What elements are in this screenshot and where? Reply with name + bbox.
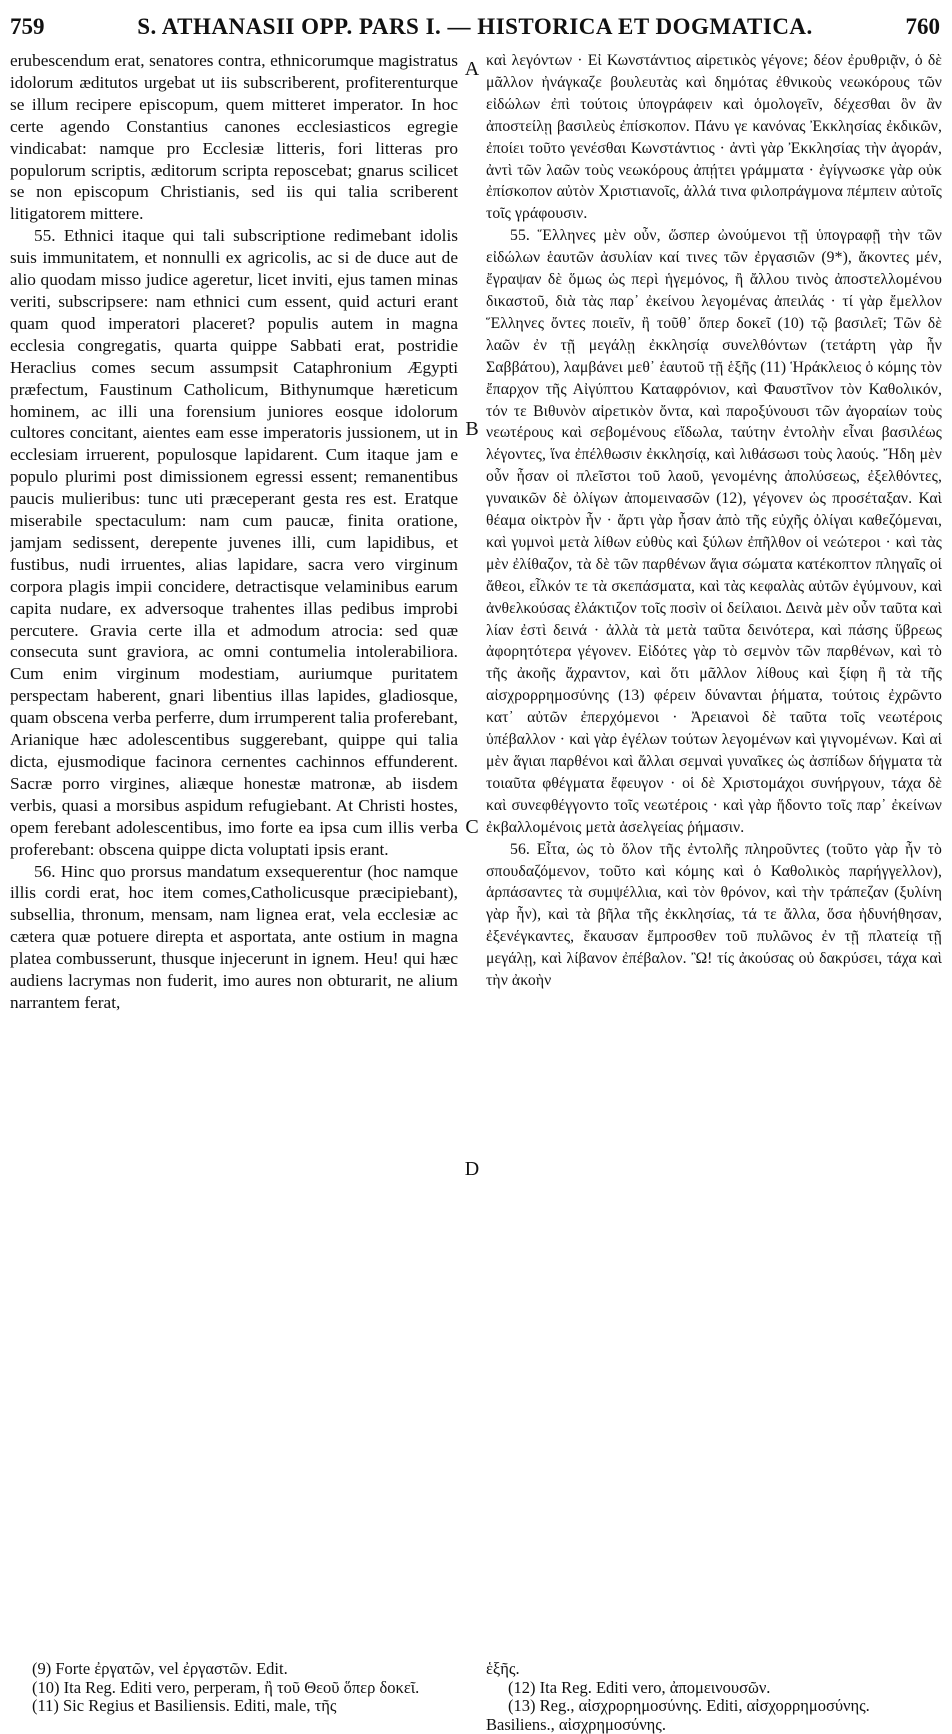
footnote-11-continuation: ἑξῆς. [486,1659,520,1678]
latin-column [10,50,458,1605]
greek-column [486,50,942,1605]
footnote-12: (12) Ita Reg. Editi vero, ἀπομεινουσῶν. [508,1677,771,1697]
footnotes-left [10,1660,458,1716]
margin-letter-a: A [464,58,480,80]
footnote-9: (9) Forte ἐργατῶν, vel ἐργαστῶν. Edit. [32,1659,288,1678]
running-header [10,14,940,46]
latin-paragraph-55: 55. Ethnici itaque qui tali subscriptione redimebant idolis suis immunitatem, et nonnulli ex agricolis, ac si de duce aut de alio quodam misso judice ageretur, licet inviti, ejus tamen minas veriti, subscripsere: nam ethnici cum essent, quid acturi erant quam quod imperatori placeret? populis autem in magna ecclesia congregatis, quarta quippe Sabbati erat, postridie Heraclius comes secum assumpsit Cataphronium Ægypti præfectum, Faustinum Catholicum, Bithynumque hæreticum hominem, ac illi una forensium juniores eosque idolorum cultores concitant, aientes eam esse imperatoris jussionem, ut in ecclesiam irruerent, populosque lapidarent. Cum itaque jam e populo plurimi post dimissionem egressi essent; remanentibus paucis mulieribus: tunc uti præceperant gesta res est. Eratque miserabile spectaculum: nam cum paucæ, finita oratione, jamjam sedissent, derepente juvenes illi, cum lapidibus, et fustibus, nudi irruentes, alias lapidare, sacra vero virginum corpora plagis impii concidere, detractisque velaminibus earum capita nudare, ex adversoque trahentes illas pedibus improbi percutere. Gravia certe illa et admodum atrocia: sed quæ consecuta sunt graviora, ac omni contumelia intolerabiliora. Cum enim virginum modestiam, auriumque puritatem perspectam haberent, gnari libentius illas lapides, gladiosque, quam obscena verba perferre, dum irrumperent talia proferebant, Arianique hæc adolescentibus suggerebant, quippe qui talia dicta, ejusmodique facinora cernentes cachinnos effunderent. Sacræ porro virgines, aliæque honestæ matronæ, ab iisdem verbis, quasi a morsibus aspidum refugiebant. At Christi hostes, opem ferebant adolescentibus, imo forte ea ipsa cum illis verba proferebant: obscena quippe dicta voluptati ipsis erant. [10,226,458,859]
latin-paragraph-1: erubescendum erat, senatores contra, ethnicorumque magistratus idolorum æditutos urgebat ut iis subscriberent, profiterenturque se illum recipere episcopum, quem mitteret imperator. In hoc certe agendo Constantius canones ecclesiasticos egregie vindicabat: namque pro Ecclesiæ litteris, fori litteras pro populorum scriptis, æditorum scripta reposcebat; gnarus scilicet se non episcopum Christianis, sed iis qui talia scriberent litigatorem mittere. [10,51,458,224]
page-number-left: 759 [10,14,45,39]
latin-paragraph-56: 56. Hinc quo prorsus mandatum exsequerentur (hoc namque illis cordi erat, hoc item comes,Catholicusque præcipiebant), subsellia, thronum, mensam, nam lignea erat, vela ecclesiæ ac cætera quæ potuere direpta et asportata, ante ostium in magna platea combusserunt, thusque injecerunt in ignem. Heu! qui hæc audiens lacrymas non fuderit, imo aures non obturarit, ne alium narrantem ferat, [10,861,458,1012]
margin-letter-b: B [465,418,479,440]
footnote-11: (11) Sic Regius et Basiliensis. Editi, male, τῆς [32,1696,337,1716]
margin-letter-c: C [465,816,479,838]
footnote-10: (10) Ita Reg. Editi vero, perperam, ἢ τοῦ Θεοῦ ὅπερ δοκεῖ. [32,1677,420,1697]
greek-paragraph-55: 55. Ἕλληνες μὲν οὖν, ὥσπερ ὠνούμενοι τῇ ὑπογραφῇ τὴν τῶν εἰδώλων ἑαυτῶν ἀσυλίαν καί τινες τῶν ἐργασιῶν (9*), ἄκοντες μέν, ἔγραψαν δὲ ὅμως ὡς περὶ ἡγεμόνος, ἢ ἄλλου τινὸς ἀποστελλομένου δικαστοῦ, διὰ τὰς παρ᾽ ἐκείνου λεγομένας ἀπειλάς · τί γὰρ ἔμελλον Ἕλληνες ὄντες ποιεῖν, ἢ τοῦθ᾽ ὅπερ δοκεῖ (10) τῷ βασιλεῖ; Τῶν δὲ λαῶν ἐν τῇ μεγάλῃ ἐκκλησίᾳ συνελθόντων (τετάρτη γὰρ ἦν Σαββάτου), λαμβάνει μεθ᾽ ἑαυτοῦ τῇ ἑξῆς (11) Ἡράκλειος ὁ κόμης τὸν ἔπαρχον τῆς Αἰγύπτου Καταφρόνιον, καὶ Φαυστῖνον τὸν Καθολικόν, τόν τε Βιθυνὸν αἱρετικὸν ὄντα, καὶ παροξύνουσι τῶν ἀγοραίων τοὺς νεωτέρους καὶ σεβομένους εἴδωλα, ταύτην ἐντολὴν εἶναι βασιλέως λέγοντες, ἵνα ἐπέλθωσιν ἐκκλησίᾳ, καὶ λιθάσωσι τοὺς λαούς. Ἤδη μὲν οὖν ἦσαν οἱ πλεῖστοι τοῦ λαοῦ, γενομένης ἀπολύσεως, ἐξελθόντες, γυναικῶν δὲ ὀλίγων ἀπομεινασῶν (12), γέγονεν ὡς προσέταξαν. Καὶ θέαμα οἰκτρὸν ἦν · ἄρτι γὰρ ἦσαν ἀπὸ τῆς εὐχῆς ὀλίγαι καθεζόμεναι, καὶ γυμνοὶ μετὰ λίθων εὐθὺς καὶ ξύλων ἐπῆλθον οἱ νεώτεροι · καὶ τὰς μὲν ἐλίθαζον, τὰ δὲ τῶν παρθένων ἅγια σώματα κατέκοπτον πληγαῖς οἱ ἄθεοι, εἷλκόν τε τὰ σκεπάσματα, καὶ τὰς κεφαλὰς αὐτῶν ἐγύμνουν, καὶ ἀνθελκούσας ἐλάκτιζον τοῖς ποσὶν οἱ δείλαιοι. Δεινὰ μὲν οὖν ταῦτα καὶ λίαν ἐστὶ δεινά · ἀλλὰ τὰ μετὰ ταῦτα δεινότερα, καὶ πάσης ὕβρεως ἀφορητότερα γέγονεν. Εἰδότες γὰρ τὸ σεμνὸν τῶν παρθένων, καὶ τὸ τῆς ἀκοῆς ἄχραντον, καὶ ὅτι μᾶλλον λίθους καὶ ξίφη ἢ τὰ τῆς αἰσχρορρημοσύνης (13) φέρειν δύνανται ῥήματα, τούτοις ἐχρῶντο κατ᾽ αὐτῶν ἐπερχόμενοι · Ἀρειανοὶ δὲ ταῦτα τοῖς νεωτέροις ὑπέβαλλον · καὶ γὰρ ἐγέλων τούτων λεγομένων καὶ γιγνομένων. Καὶ αἱ μὲν ἅγιαι παρθένοι καὶ ἄλλαι σεμναὶ γυναῖκες ὡς ἀσπίδων δήγματα τὰ τοιαῦτα φθέγματα ἔφευγον · οἱ δὲ Χριστομάχοι συνήργουν, τάχα δὲ καὶ συνεφθέγγοντο τοῖς νεωτέροις · καὶ γὰρ ἥδοντο τοῖς παρ᾽ ἐκείνων ἐκβαλλομένοις μετὰ ἀσελγείας ῥήμασιν. [486,227,942,836]
footnotes-right [486,1660,942,1734]
greek-paragraph-1: καὶ λεγόντων · Εἰ Κωνστάντιος αἱρετικὸς γέγονε; δέον ἐρυθριᾷν, ὁ δὲ μᾶλλον ἠνάγκαζε βουλευτὰς καὶ δημότας ἐθνικοὺς νεωκόρους τῶν εἰδώλων ἐπὶ τούτοις ὑπογράφειν καὶ ὁμολογεῖν, δέχεσθαι ὃν ἂν ἀποστείλῃ βασιλεὺς ἐπίσκοπον. Πάνυ γε κανόνας Ἐκκλησίας ἐκδικῶν, ἐποίει τοῦτο γενέσθαι Κωνστάντιος · ἀντὶ γὰρ Ἐκκλησίας τὴν ἀγοράν, ἀντὶ τῶν λαῶν τοὺς νεωκόρους ἀπῄτει γράμματα · ἐγίγνωσκε γὰρ οὐκ ἐπίσκοπον αὐτὸν Χριστιανοῖς, ἀλλά τινα φιλοπράγμονα πέμπειν αὐτοῖς τοῖς γράφουσιν. [486,52,942,223]
footnote-13: (13) Reg., αἰσχρορημοσύνης. Editi, αἰσχορρημοσύνης. Basiliens., αἰσχρημοσύνης. [486,1696,870,1734]
running-title: S. ATHANASII OPP. PARS I. — HISTORICA ET DOGMATICA. [137,14,813,39]
page-number-right: 760 [905,14,940,39]
greek-paragraph-56: 56. Εἶτα, ὡς τὸ ὅλον τῆς ἐντολῆς πληροῦντες (τοῦτο γὰρ ἦν τὸ σπουδαζόμενον, τοῦτο καὶ κόμης καὶ ὁ Καθολικὸς παρήγγελλον), ἁρπάσαντες τὰ συμψέλλια, καὶ τὸν θρόνον, καὶ τὴν τράπεζαν (ξυλίνη γὰρ ἦν), καὶ τὰ βῆλα τῆς ἐκκλησίας, τά τε ἄλλα, ὅσα ἠδυνήθησαν, ἐξενέγκαντες, ἔκαυσαν ἔμπροσθεν τοῦ πυλῶνος ἐν τῇ πλατείᾳ τῇ μεγάλῃ, καὶ λίβανον ἐπέβαλον. Ὢ! τίς ἀκούσας οὐ δακρύσει, τάχα καὶ τὴν ἀκοὴν [486,840,942,990]
margin-letter-d: D [464,1158,480,1180]
